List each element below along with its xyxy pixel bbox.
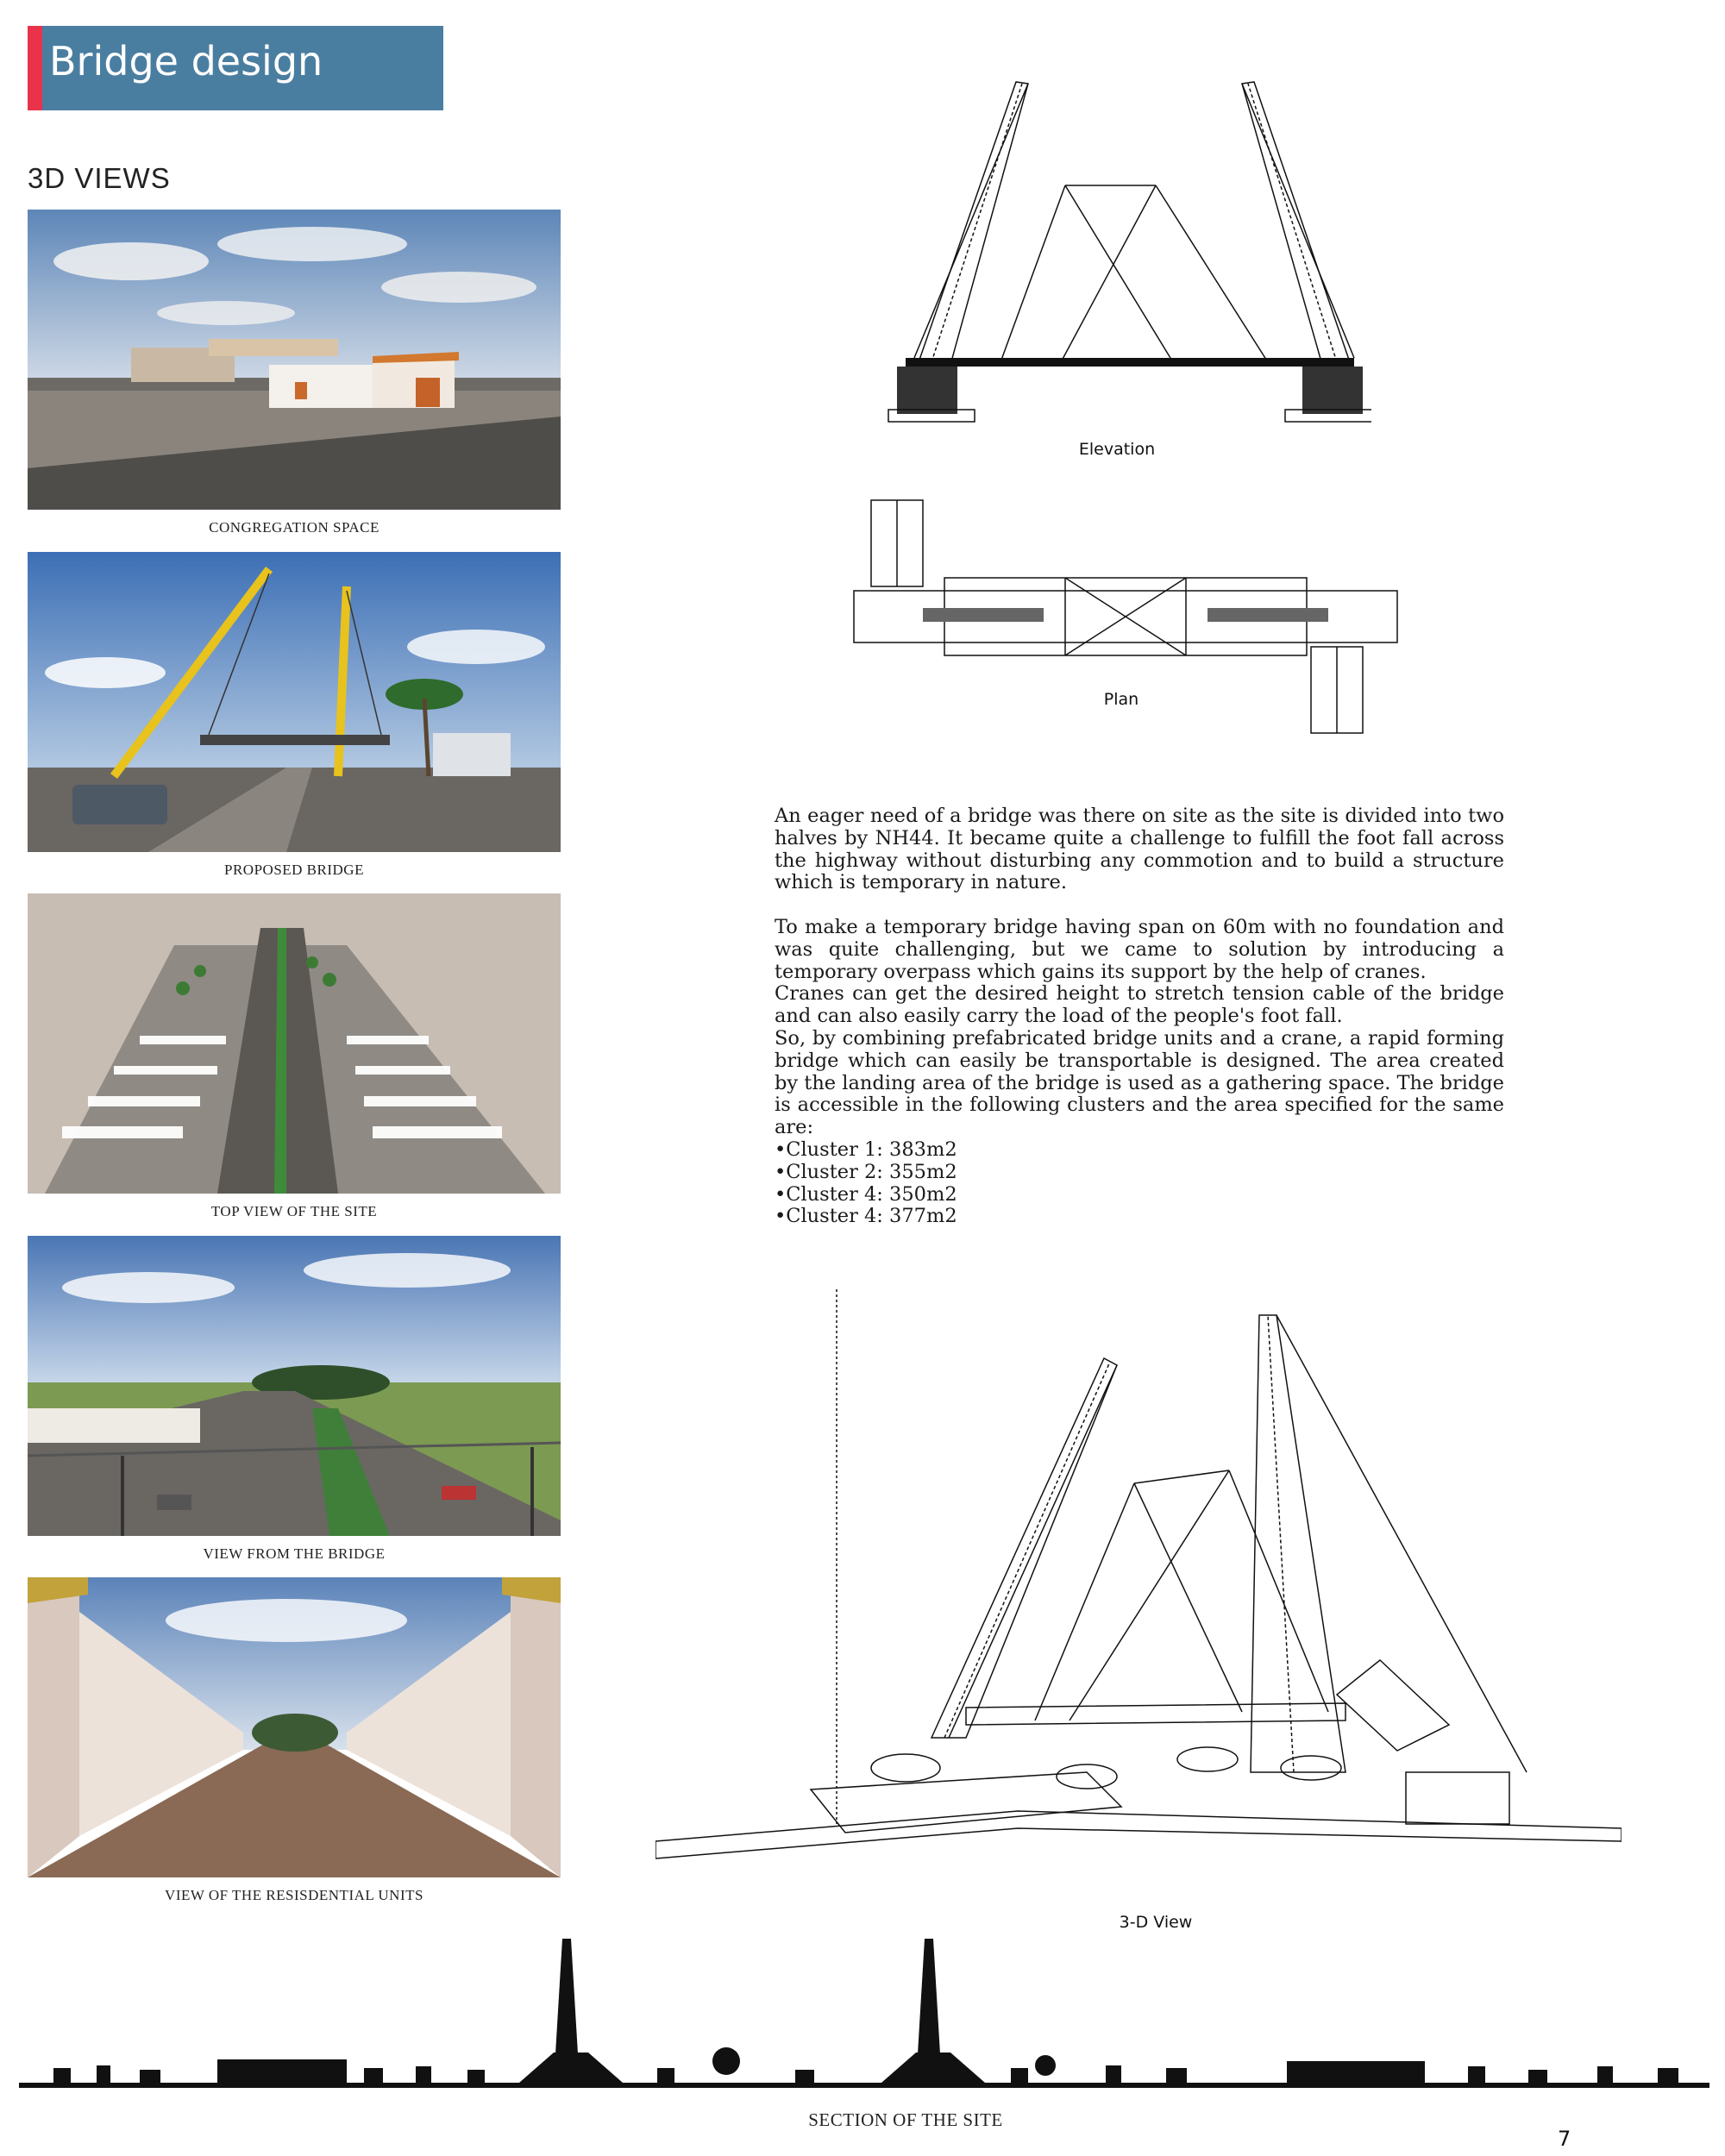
body-paragraph-2: To make a temporary bridge having span on 60m with no foundation and was quite challenging, but we came to solution by introducing a temporary overpass which gains its support by the help of cranes. bbox=[775, 915, 1504, 983]
body-paragraph-3: Cranes can get the desired height to stretch tension cable of the bridge and can also easily carry the load of the people's foot fall. bbox=[775, 982, 1504, 1028]
body-text bbox=[775, 805, 1504, 1228]
section-heading: 3D VIEWS bbox=[28, 162, 171, 194]
elevation-label: Elevation bbox=[1078, 440, 1156, 459]
body-paragraph-4: So, by combining prefabricated bridge units and a crane, a rapid forming bridge which can easily be transportable is designed. The area created by the landing area of the bridge is used as a gathering space. The bridge is accessible in the following clusters and the area specified for the same are: bbox=[775, 1026, 1504, 1139]
view3d-drawing bbox=[656, 1289, 1622, 1893]
photo-caption: PROPOSED BRIDGE bbox=[224, 862, 364, 878]
elevation-drawing bbox=[871, 73, 1371, 440]
photo-congregation-space bbox=[28, 210, 561, 510]
title-banner bbox=[28, 26, 443, 110]
cluster-item: •Cluster 2: 355m2 bbox=[775, 1160, 957, 1183]
section-caption: SECTION OF THE SITE bbox=[808, 2109, 1003, 2130]
site-section-drawing bbox=[19, 1932, 1709, 2091]
page-number: 7 bbox=[1558, 2127, 1571, 2151]
photo-caption: TOP VIEW OF THE SITE bbox=[210, 1203, 378, 1219]
body-paragraph-1: An eager need of a bridge was there on site as the site is divided into two halves by NH44. It became quite a challenge to fulfill the foot fall across the highway without disturbing any commotion and to build a structure which is temporary in nature. bbox=[775, 805, 1504, 894]
cluster-item: •Cluster 4: 377m2 bbox=[775, 1205, 957, 1228]
cluster-item: •Cluster 4: 350m2 bbox=[775, 1182, 957, 1206]
photo-caption: CONGREGATION SPACE bbox=[209, 519, 380, 536]
photo-caption: VIEW FROM THE BRIDGE bbox=[203, 1545, 386, 1562]
title-accent-bar bbox=[28, 26, 42, 110]
plan-label: Plan bbox=[1103, 690, 1139, 709]
page-title: Bridge design bbox=[49, 38, 323, 85]
view3d-label: 3-D View bbox=[1119, 1913, 1193, 1932]
photo-caption: VIEW OF THE RESISDENTIAL UNITS bbox=[165, 1887, 423, 1903]
cluster-item: •Cluster 1: 383m2 bbox=[775, 1138, 957, 1161]
photo-top-view bbox=[28, 893, 561, 1194]
photo-residential-units bbox=[28, 1577, 561, 1877]
photo-proposed-bridge bbox=[28, 552, 561, 852]
photo-view-from-bridge bbox=[28, 1236, 561, 1536]
